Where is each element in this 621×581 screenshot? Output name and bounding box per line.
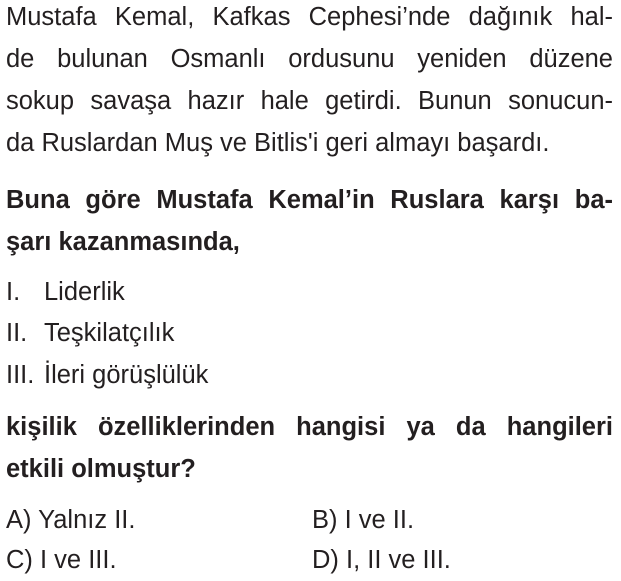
option-text: I ve III. <box>40 546 117 574</box>
statement-text: Liderlik <box>44 278 125 306</box>
question-line-2: etkili olmuştur? <box>6 455 196 483</box>
option-text: I ve II. <box>344 506 415 534</box>
statement-number: II. <box>6 319 28 347</box>
option-letter: B) <box>312 506 338 534</box>
statement-text: Teşkilatçılık <box>44 319 175 347</box>
option-a[interactable] <box>6 505 135 535</box>
passage-line-2: de bulunan Osmanlı ordusunu yeniden düzene <box>6 45 613 73</box>
option-b[interactable] <box>312 505 414 535</box>
statement-3 <box>6 360 208 390</box>
passage-line-3: sokup savaşa hazır hale getirdi. Bunun sonucun- <box>6 87 613 115</box>
option-c[interactable] <box>6 545 117 575</box>
passage-line-4: da Ruslardan Muş ve Bitlis'i geri almayı başardı. <box>6 129 550 157</box>
passage-line-1: Mustafa Kemal, Kafkas Cephesi’nde dağınık hal- <box>6 3 613 31</box>
option-letter: D) <box>312 546 339 574</box>
statement-1 <box>6 277 125 307</box>
option-text: Yalnız II. <box>38 506 136 534</box>
option-d[interactable] <box>312 545 451 575</box>
option-letter: A) <box>6 506 32 534</box>
option-text: I, II ve III. <box>346 546 451 574</box>
statement-number: I. <box>6 278 21 306</box>
statement-text: İleri görüşlülük <box>44 361 209 389</box>
question-line-1: kişilik özelliklerinden hangisi ya da hangileri <box>6 413 613 441</box>
option-letter: C) <box>6 546 33 574</box>
stem-line-2: şarı kazanmasında, <box>6 228 240 256</box>
stem-line-1: Buna göre Mustafa Kemal’in Ruslara karşı ba- <box>6 186 613 214</box>
statement-2 <box>6 318 174 348</box>
statement-number: III. <box>6 361 35 389</box>
